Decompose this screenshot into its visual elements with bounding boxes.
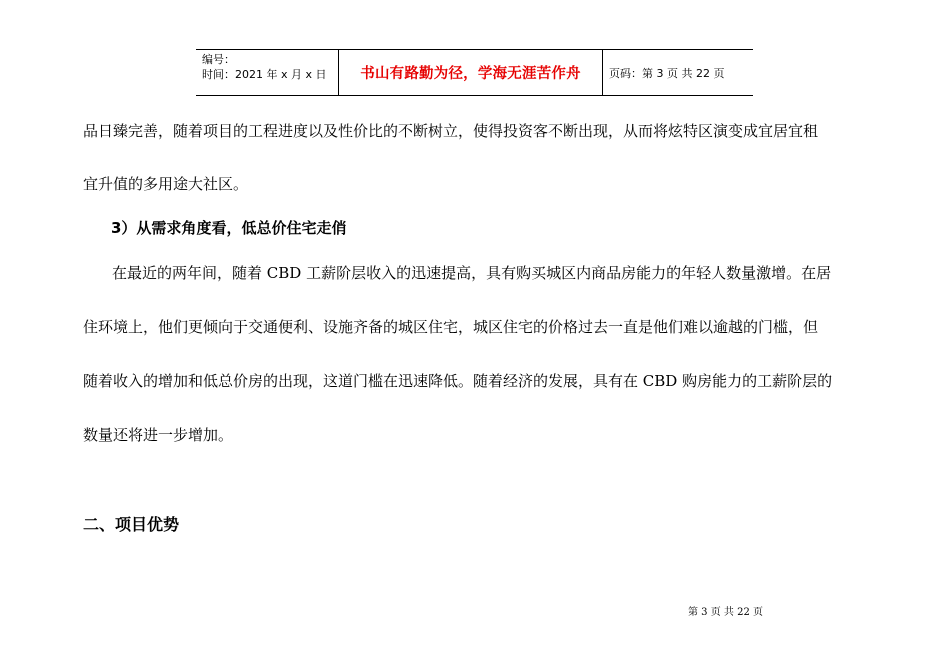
body-line: 在最近的两年间，随着 CBD 工薪阶层收入的迅速提高，具有购买城区内商品房能力的年轻人数量激增。在居: [112, 264, 832, 282]
header-page-number: 页码：第 3 页 共 22 页: [609, 66, 725, 80]
body-line: 住环境上，他们更倾向于交通便利、设施齐备的城区住宅，城区住宅的价格过去一直是他们难以逾越的门槛，但: [83, 318, 819, 336]
subheading: 3）从需求角度看，低总价住宅走俏: [111, 219, 347, 237]
body-line: 品日臻完善，随着项目的工程进度以及性价比的不断树立，使得投资客不断出现，从而将炫特区演变成宜居宜租: [83, 122, 819, 140]
time-label: 时间：2021 年 x 月 x 日: [202, 68, 327, 81]
footer-page-number: 第 3 页 共 22 页: [688, 607, 763, 618]
serial-label: 编号：: [202, 53, 235, 66]
section-title: 二、项目优势: [83, 515, 180, 534]
body-line: 数量还将进一步增加。: [83, 426, 234, 444]
body-line: 宜升值的多用途大社区。: [83, 175, 249, 193]
body-line: 随着收入的增加和低总价房的出现，这道门槛在迅速降低。随着经济的发展，具有在 CBD 购房能力的工薪阶层的: [83, 372, 833, 390]
header-meta: [196, 50, 339, 95]
page-header: [196, 49, 753, 96]
header-motto: 书山有路勤为径，学海无涯苦作舟: [339, 50, 603, 95]
